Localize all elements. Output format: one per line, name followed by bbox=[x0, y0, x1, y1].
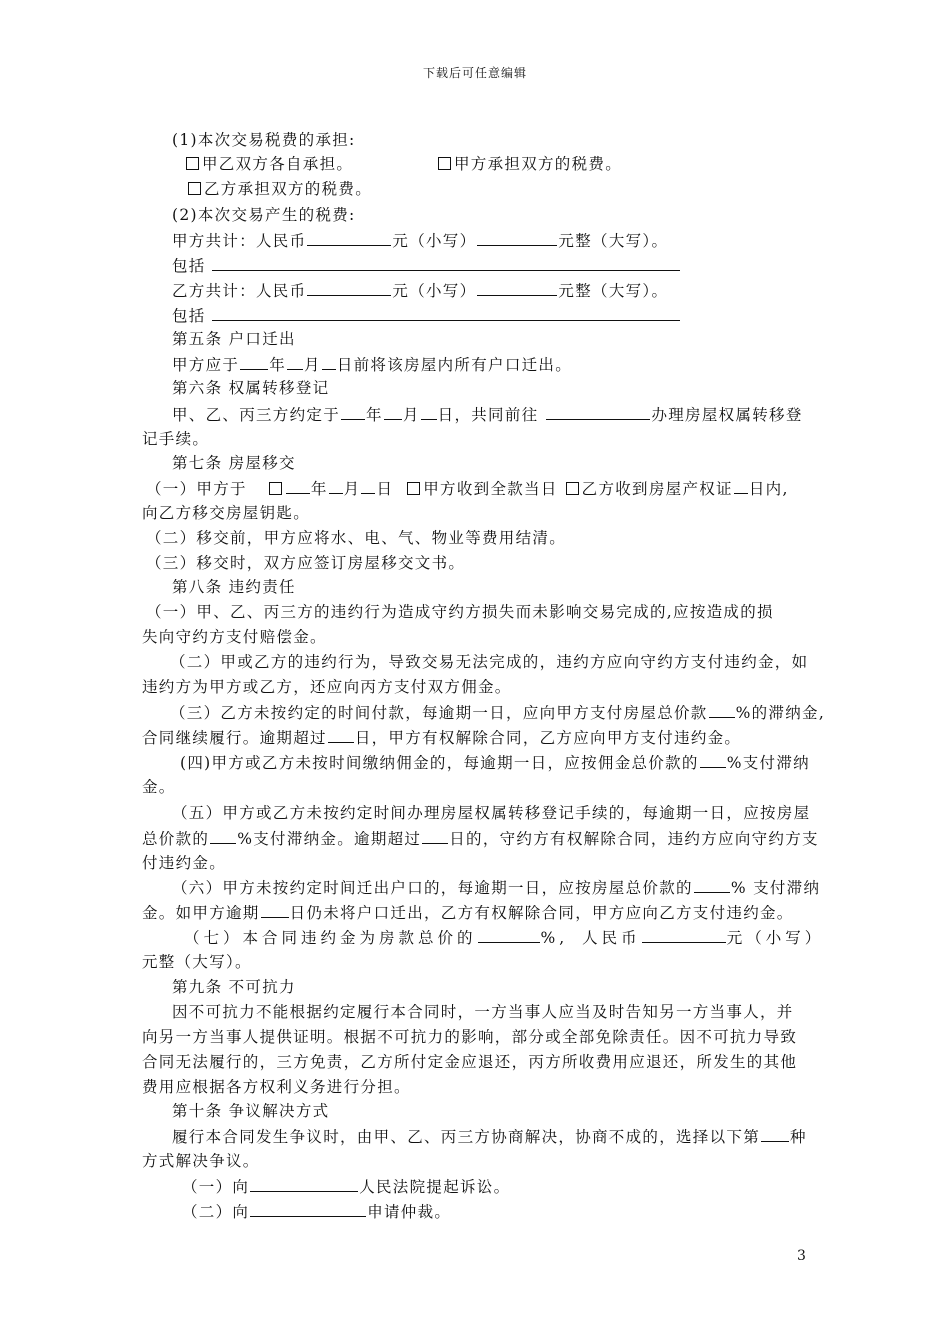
blank-field[interactable] bbox=[328, 727, 354, 743]
clause-line: 甲方共计：人民币 元（小写） 元整（大写）。 bbox=[172, 232, 669, 250]
blank-field[interactable] bbox=[250, 1201, 366, 1217]
clause-line: 包括 bbox=[172, 255, 681, 276]
blank-field[interactable] bbox=[286, 478, 310, 494]
blank-field[interactable] bbox=[212, 305, 680, 321]
clause-line: （一）甲、乙、丙三方的违约行为造成守约方损失而未影响交易完成的,应按造成的损 bbox=[146, 603, 774, 621]
blank-field[interactable] bbox=[261, 902, 289, 918]
blank-field[interactable] bbox=[700, 752, 726, 768]
clause-line: （二）向 申请仲裁。 bbox=[182, 1203, 452, 1221]
clause-line: 向乙方移交房屋钥匙。 bbox=[142, 504, 311, 522]
page-header: 下载后可任意编辑 bbox=[422, 66, 527, 80]
blank-field[interactable] bbox=[421, 404, 437, 420]
blank-field[interactable] bbox=[341, 404, 365, 420]
clause-line: （五）甲方或乙方未按约定时间办理房屋权属转移登记手续的，每逾期一日，应按房屋 bbox=[172, 804, 811, 822]
clause-line: (2)本次交易产生的税费: bbox=[172, 206, 356, 224]
clause-line: 金。如甲方逾期 日仍未将户口迁出，乙方有权解除合同，甲方应向乙方支付违约金。 bbox=[142, 904, 794, 922]
clause-line: 因不可抗力不能根据约定履行本合同时，一方当事人应当及时告知另一方当事人，并 bbox=[172, 1003, 794, 1021]
blank-field[interactable] bbox=[734, 478, 748, 494]
clause-line: 乙方共计：人民币 元（小写） 元整（大写）。 bbox=[172, 282, 669, 300]
clause-line: （六）甲方未按约定时间迁出户口的，每逾期一日，应按房屋总价款的 % 支付滞纳 bbox=[172, 879, 821, 897]
blank-field[interactable] bbox=[694, 877, 730, 893]
clause-line: 金。 bbox=[142, 778, 176, 796]
clause-line: 向另一方当事人提供证明。根据不可抗力的影响，部分或全部免除责任。因不可抗力导致 bbox=[142, 1028, 798, 1046]
blank-field[interactable] bbox=[329, 478, 343, 494]
clause-line: （一）向 人民法院提起诉讼。 bbox=[182, 1178, 511, 1196]
clause-line: （三）移交时，双方应签订房屋移交文书。 bbox=[146, 554, 466, 572]
blank-field[interactable] bbox=[478, 927, 540, 943]
checkbox-icon[interactable] bbox=[188, 182, 201, 195]
clause-line: 元整（大写）。 bbox=[142, 953, 252, 971]
checkbox-row: 甲方承担双方的税费。 bbox=[438, 154, 622, 174]
clause-line: 费用应根据各方权利义务进行分担。 bbox=[142, 1078, 411, 1096]
clause-line: 履行本合同发生争议时，由甲、乙、丙三方协商解决，协商不成的，选择以下第 种 bbox=[172, 1128, 807, 1146]
clause-line: 合同无法履行的，三方免责，乙方所付定金应退还，丙方所收费用应退还，所发生的其他 bbox=[142, 1053, 798, 1071]
clause-line: 付违约金。 bbox=[142, 854, 227, 872]
checkbox-row: 乙方承担双方的税费。 bbox=[188, 179, 372, 199]
clause-line: 甲方应于 年 月 日前将该房屋内所有户口迁出。 bbox=[172, 356, 573, 374]
clause-line: 违约方为甲方或乙方，还应向丙方支付双方佣金。 bbox=[142, 678, 512, 696]
clause-line: 总价款的 %支付滞纳金。逾期超过 日的，守约方有权解除合同，违约方应向守约方支 bbox=[142, 830, 819, 848]
clause-line: 记手续。 bbox=[142, 430, 210, 448]
clause-line: （三）乙方未按约定的时间付款，每逾期一日，应向甲方支付房屋总价款 %的滞纳金, bbox=[170, 704, 826, 722]
blank-field[interactable] bbox=[709, 702, 735, 718]
blank-field[interactable] bbox=[361, 478, 375, 494]
blank-field[interactable] bbox=[546, 404, 650, 420]
page-number: 3 bbox=[797, 1248, 806, 1264]
clause-line: 合同继续履行。逾期超过 日，甲方有权解除合同，乙方应向甲方支付违约金。 bbox=[142, 729, 742, 747]
checkbox-icon[interactable] bbox=[438, 157, 451, 170]
article-heading: 第六条 权属转移登记 bbox=[172, 379, 330, 397]
blank-field[interactable] bbox=[212, 255, 680, 271]
checkbox-icon[interactable] bbox=[186, 157, 199, 170]
blank-field[interactable] bbox=[384, 404, 402, 420]
clause-line: （一）甲方于 年 月 日 甲方收到全款当日 乙方收到房屋产权证 日内, bbox=[146, 480, 789, 498]
blank-field[interactable] bbox=[307, 280, 391, 296]
blank-field[interactable] bbox=[422, 828, 448, 844]
article-heading: 第十条 争议解决方式 bbox=[172, 1102, 330, 1120]
checkbox-row: 甲乙双方各自承担。 bbox=[186, 154, 353, 174]
clause-line: 失向守约方支付赔偿金。 bbox=[142, 628, 327, 646]
article-heading: 第八条 违约责任 bbox=[172, 578, 296, 596]
clause-line: （二）移交前，甲方应将水、电、气、物业等费用结清。 bbox=[146, 529, 567, 547]
clause-line: （七）本合同违约金为房款总价的 %, 人民币 元（小写） bbox=[184, 929, 825, 947]
clause-line: (1)本次交易税费的承担: bbox=[172, 131, 356, 149]
blank-field[interactable] bbox=[210, 828, 236, 844]
clause-line: 包括 bbox=[172, 305, 681, 326]
blank-field[interactable] bbox=[477, 280, 557, 296]
clause-line: 方式解决争议。 bbox=[142, 1152, 260, 1170]
clause-line: 甲、乙、丙三方约定于 年 月 日，共同前往 办理房屋权属转移登 bbox=[172, 406, 803, 424]
clause-line: (四)甲方或乙方未按时间缴纳佣金的，每逾期一日，应按佣金总价款的 %支付滞纳 bbox=[180, 754, 810, 772]
blank-field[interactable] bbox=[287, 354, 303, 370]
article-heading: 第七条 房屋移交 bbox=[172, 454, 296, 472]
checkbox-icon[interactable] bbox=[269, 482, 282, 495]
blank-field[interactable] bbox=[250, 1176, 358, 1192]
blank-field[interactable] bbox=[477, 230, 557, 246]
blank-field[interactable] bbox=[322, 354, 336, 370]
article-heading: 第五条 户口迁出 bbox=[172, 330, 296, 348]
clause-line: （二）甲或乙方的违约行为，导致交易无法完成的，违约方应向守约方支付违约金，如 bbox=[170, 653, 809, 671]
blank-field[interactable] bbox=[240, 354, 268, 370]
blank-field[interactable] bbox=[642, 927, 726, 943]
blank-field[interactable] bbox=[761, 1126, 789, 1142]
article-heading: 第九条 不可抗力 bbox=[172, 978, 296, 996]
checkbox-icon[interactable] bbox=[566, 482, 579, 495]
blank-field[interactable] bbox=[307, 230, 391, 246]
checkbox-icon[interactable] bbox=[407, 482, 420, 495]
